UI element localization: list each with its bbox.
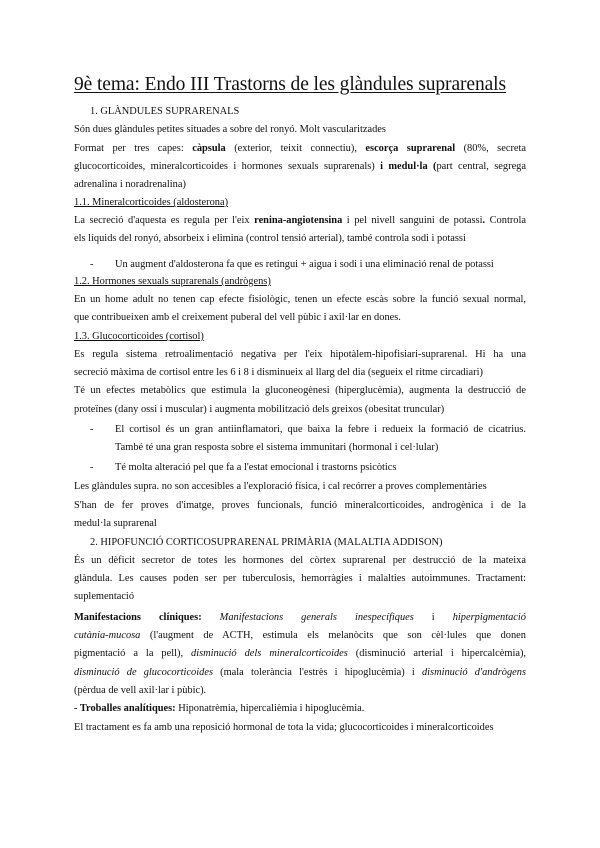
- paragraph: [74, 121, 526, 139]
- text-line: Format per tres capes: càpsula (exterior, teixit connectiu), escorça suprarenal (80%, secreta: [74, 143, 526, 154]
- paragraph: [74, 291, 526, 327]
- list-item-text: Té molta alteració pel que fa a l'estat emocional i trastorns psicòtics: [115, 462, 397, 473]
- list-item-text: El cortisol és un gran antiinflamatori, que baixa la febre i redueix la formació de cicatrius.: [115, 424, 526, 435]
- text-line: proteïnes (dany ossi i muscular) i augmenta mobilització dels greixos (obesitat truncular): [74, 403, 445, 415]
- text-line: És un dèficit secretor de totes les hormones del còrtex suprarenal per destrucció de la mateixa: [74, 555, 526, 566]
- text-line: que contribueixen amb el creixement puberal del vell pùbic i axil·lar en dones.: [74, 312, 401, 324]
- text-line: glàndula. Les causes poden ser per tuberculosis, hemorràgies i malalties autoimmunes. Tractament:: [74, 573, 526, 585]
- text-line: Es regula sistema retroalimentació negativa per l'eix hipotàlem-hipofisiari-suprarenal. Hi ha una: [74, 349, 526, 360]
- text-line: S'han de fer proves d'imatge, proves funcionals, funció mineralcorticoides, androgènica i de la: [74, 500, 526, 511]
- paragraph: [74, 346, 526, 419]
- text-line: La secreció d'aquesta es regula per l'eix renina-angiotensina i pel nivell sanguini de potassi. Controla: [74, 215, 526, 226]
- text-line: secreció màxima de cortisol entre les 6 i 8 i disminueix al llarg del dia (segueix el ritme circadiari): [74, 367, 483, 379]
- paragraph: [74, 478, 526, 496]
- section-heading-2: 2. HIPOFUNCIÓ CORTICOSUPRARENAL PRIMÀRIA (MALALTIA ADDISON): [90, 537, 443, 548]
- paragraph-layers: [74, 140, 526, 195]
- text-line: Són dues glàndules petites situades a sobre del ronyó. Molt vascularitzades: [74, 124, 386, 135]
- list-item-text: Un augment d'aldosterona fa que es retingui + aigua i sodi i una eliminació renal de potassi: [115, 259, 494, 270]
- paragraph: [74, 212, 526, 248]
- text-line: disminució de glucocorticoides (mala tolerància l'estrès i hipoglucèmia) i disminució d'andrògens: [74, 666, 526, 678]
- text-line: medul·la suprarenal: [74, 518, 157, 530]
- section-heading-1: 1. GLÀNDULES SUPRARENALS: [90, 106, 240, 117]
- bullet-dash: -: [90, 259, 94, 270]
- text-line: Les glàndules supra. no son accesibles a l'exploració física, i cal recórrer a proves complementàries: [74, 481, 487, 492]
- paragraph: [74, 552, 526, 607]
- subsection-heading-1-2: 1.2. Hormones sexuals suprarenals (andrògens): [74, 276, 271, 287]
- list-item-text: També té una gran resposta sobre el sistema immunitari (hormonal i cel·lular): [115, 442, 439, 454]
- text-line: suplementació: [74, 591, 135, 603]
- paragraph-findings: [74, 700, 526, 718]
- text-line: (pèrdua de vell axil·lar i pùbic).: [74, 684, 207, 696]
- text-line: cutània-mucosa (l'augment de ACTH, estimula els melanòcits que son cèl·lules que donen: [74, 630, 526, 642]
- page-title: 9è tema: Endo III Trastorns de les glàndules suprarenals: [74, 74, 506, 95]
- text-line: adrenalina i noradrenalina): [74, 179, 186, 191]
- paragraph: [74, 497, 526, 533]
- bullet-dash: -: [90, 462, 94, 473]
- paragraph: [74, 719, 526, 737]
- text-line: glucocorticoides, mineralcorticoides i hormones sexuals suprarenals) i medul·la (part central, segrega: [74, 161, 526, 173]
- paragraph-clinical: [74, 609, 526, 700]
- text-line: En un home adult no tenen cap efecte fisiològic, tenen un efecte escàs sobre la funció sexual normal,: [74, 294, 526, 305]
- text-line: pigmentació a la pell), disminució dels mineralcorticoides (disminució arterial i hipercalcèmia),: [74, 648, 526, 660]
- subsection-heading-1-1: 1.1. Mineralcorticoides (aldosterona): [74, 197, 229, 208]
- bullet-dash: -: [90, 424, 94, 435]
- text-line: - Troballes analítiques: Hiponatrèmia, hipercalièmia i hipoglucèmia.: [74, 703, 365, 714]
- text-line: El tractament es fa amb una reposició hormonal de tota la vida; glucocorticoides i mineralcorticoides: [74, 722, 494, 733]
- text-line: els líquids del ronyó, absorbeix i elimina (control tensió arterial), també controla sodi i potassi: [74, 233, 466, 245]
- subsection-heading-1-3: 1.3. Glucocorticoides (cortisol): [74, 331, 204, 342]
- text-line: Té un efectes metabòlics que estimula la gluconeogènesi (hiperglucèmia), augmenta la destrucció de: [74, 385, 526, 397]
- text-line: Manifestacions clíniques: Manifestacions generals inespecífiques i hiperpigmentació: [74, 612, 526, 623]
